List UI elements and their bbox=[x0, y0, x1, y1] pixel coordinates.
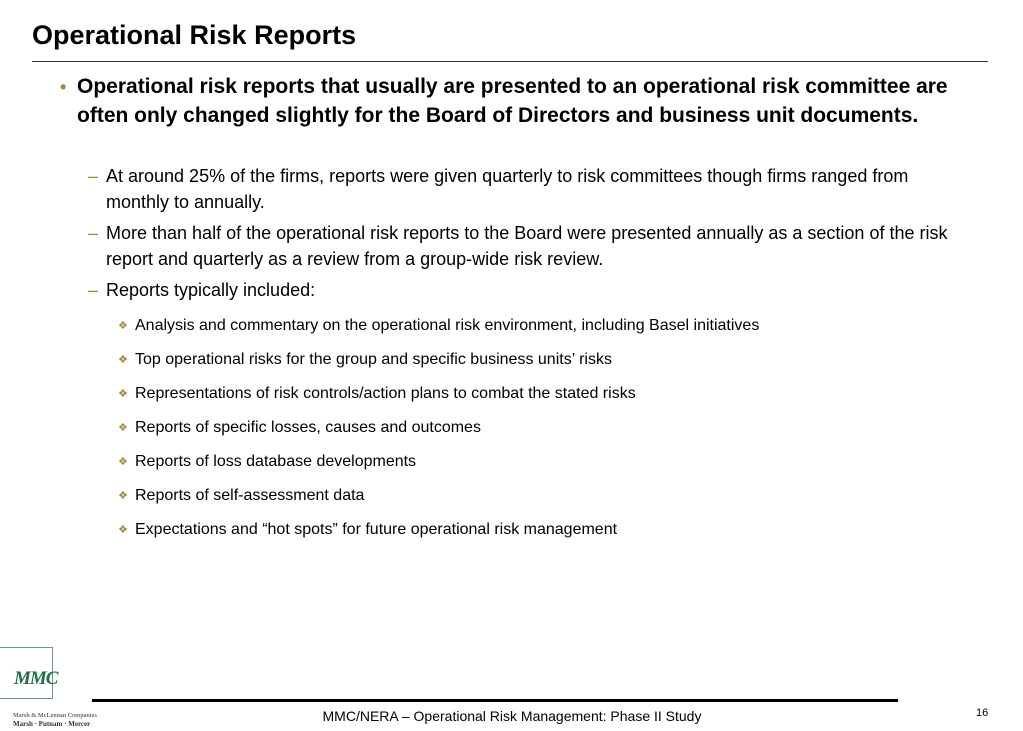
diamond-bullet-icon: ❖ bbox=[118, 422, 128, 434]
diamond-bullet-icon: ❖ bbox=[118, 320, 128, 332]
diamond-bullet-icon: ❖ bbox=[118, 388, 128, 400]
company-brands: Marsh · Putnam · Mercer bbox=[13, 720, 91, 728]
company-name: Marsh & McLennan Companies bbox=[13, 712, 97, 719]
sub-bullet-item bbox=[88, 163, 968, 215]
sub-bullet-text: At around 25% of the firms, reports were given quarterly to risk committees though firms ranged from monthly to annually. bbox=[106, 166, 909, 212]
dash-icon: – bbox=[88, 223, 99, 243]
main-bullet bbox=[60, 73, 960, 130]
sub-bullet-text: Reports typically included: bbox=[106, 280, 316, 300]
diamond-bullet-icon: ❖ bbox=[118, 490, 128, 502]
footer-divider bbox=[92, 699, 898, 702]
mmc-logo: MMC bbox=[14, 668, 58, 689]
list-item bbox=[118, 519, 978, 541]
sub-bullet-list bbox=[88, 163, 968, 308]
list-item-text: Reports of loss database developments bbox=[135, 453, 417, 470]
list-item-text: Reports of self-assessment data bbox=[135, 487, 365, 504]
report-contents-list bbox=[118, 315, 978, 553]
title-divider bbox=[32, 61, 988, 62]
list-item-text: Expectations and “hot spots” for future operational risk management bbox=[135, 521, 618, 538]
list-item-text: Reports of specific losses, causes and outcomes bbox=[135, 419, 481, 436]
list-item bbox=[118, 451, 978, 473]
sub-bullet-item bbox=[88, 220, 968, 272]
list-item-text: Analysis and commentary on the operational risk environment, including Basel initiatives bbox=[135, 317, 760, 334]
sub-bullet-item bbox=[88, 277, 968, 303]
list-item bbox=[118, 417, 978, 439]
diamond-bullet-icon: ❖ bbox=[118, 354, 128, 366]
diamond-bullet-icon: ❖ bbox=[118, 456, 128, 468]
main-bullet-text: Operational risk reports that usually are presented to an operational risk committee are often only changed slightly for the Board of Directors and business unit documents. bbox=[77, 75, 948, 127]
list-item-text: Top operational risks for the group and specific business units’ risks bbox=[135, 351, 612, 368]
footer-text: MMC/NERA – Operational Risk Management: Phase II Study bbox=[322, 708, 702, 724]
dash-icon: – bbox=[88, 280, 99, 300]
list-item bbox=[118, 349, 978, 371]
sub-bullet-text: More than half of the operational risk reports to the Board were presented annually as a section of the risk report and quarterly as a review from a group-wide risk review. bbox=[106, 223, 948, 269]
list-item bbox=[118, 485, 978, 507]
diamond-bullet-icon: ❖ bbox=[118, 524, 128, 536]
page-number: 16 bbox=[976, 707, 989, 719]
slide-title: Operational Risk Reports bbox=[32, 20, 357, 50]
bullet-dot-icon: • bbox=[60, 77, 67, 97]
dash-icon: – bbox=[88, 166, 99, 186]
list-item bbox=[118, 315, 978, 337]
list-item-text: Representations of risk controls/action plans to combat the stated risks bbox=[135, 385, 636, 402]
list-item bbox=[118, 383, 978, 405]
